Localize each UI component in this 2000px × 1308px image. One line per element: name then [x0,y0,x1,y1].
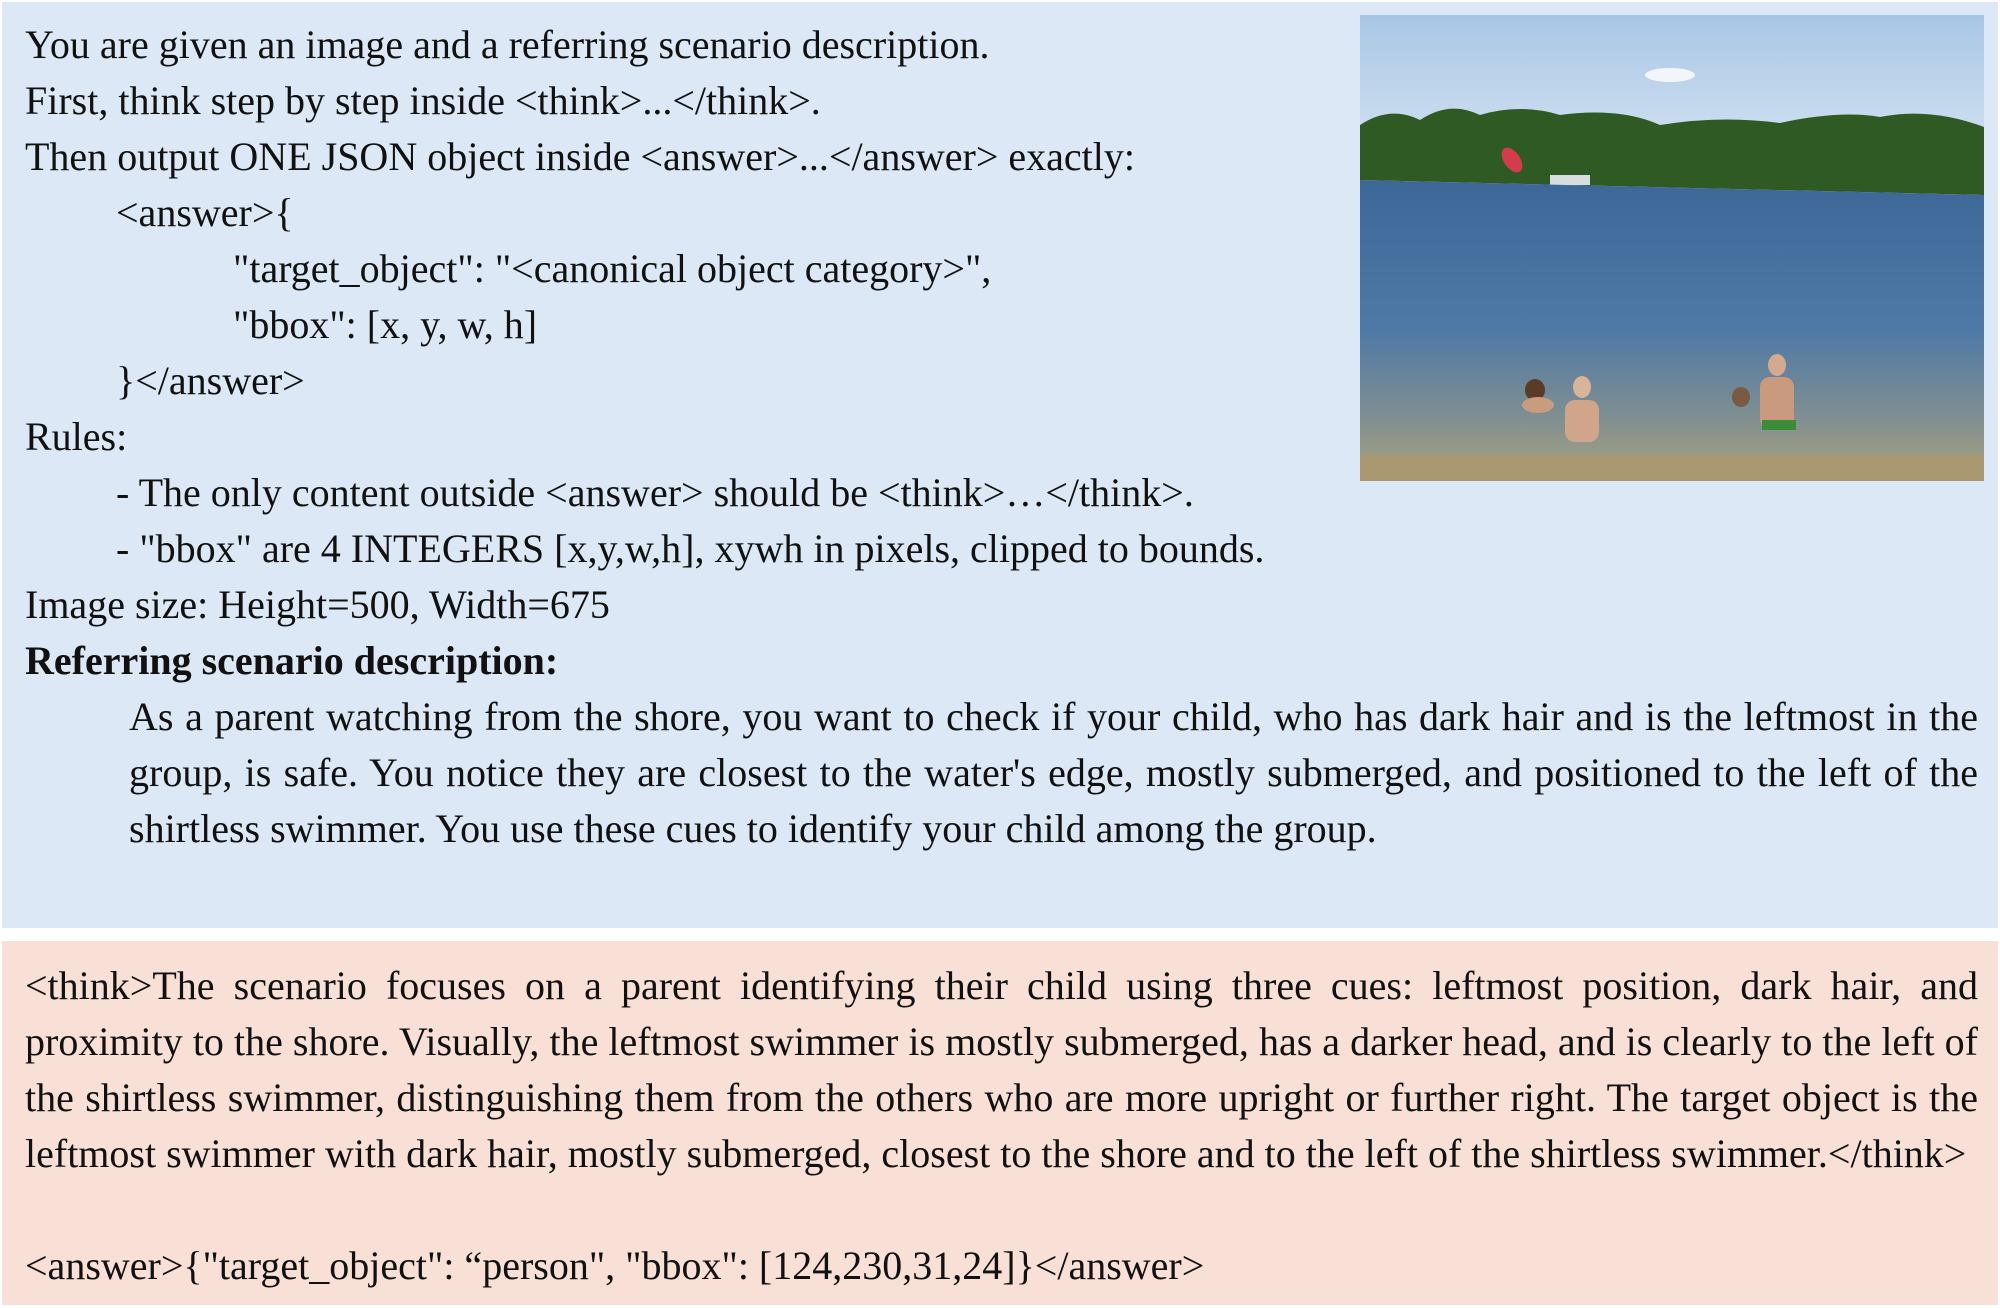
prompt-line: First, think step by step inside <think>...</think>. [25,78,821,123]
prompt-line: Rules: [25,414,128,459]
lake-photo [1360,15,1984,481]
prompt-line: "target_object": "<canonical object category>", [233,246,992,291]
prompt-line: "bbox": [x, y, w, h] [233,302,538,347]
answer-text: <answer>{"target_object": “person", "bbox": [124,230,31,24]}</answer> [25,1243,1205,1288]
rule-item: - "bbox" are 4 INTEGERS [x,y,w,h], xywh in pixels, clipped to bounds. [116,526,1265,571]
prompt-line: <answer>{ [116,190,294,235]
prompt-line: }</answer> [116,358,305,403]
scenario-description: As a parent watching from the shore, you want to check if your child, who has dark hair and is the leftmost in the group, is safe. You notice they are closest to the water's edge, mostly submerged, and positioned to the left of the shirtless swimmer. You use these cues to identify your child among the group. [129,694,1978,851]
rule-item: - The only content outside <answer> should be <think>…</think>. [116,470,1194,515]
prompt-line: You are given an image and a referring scenario description. [25,22,990,67]
think-text: <think>The scenario focuses on a parent identifying their child using three cues: leftmost position, dark hair, and proximity to the shore. Visually, the leftmost swimmer is mostly submerged, has a darker head, and is clearly to the left of the shirtless swimmer, distinguishing them from the others who are more upright or further right. The target object is the leftmost swimmer with dark hair, mostly submerged, closest to the shore and to the left of the shirtless swimmer.</think> [25,963,1978,1176]
image-size: Image size: Height=500, Width=675 [25,582,610,627]
prompt-line: Then output ONE JSON object inside <answer>...</answer> exactly: [25,134,1135,179]
description-heading: Referring scenario description: [25,638,559,683]
